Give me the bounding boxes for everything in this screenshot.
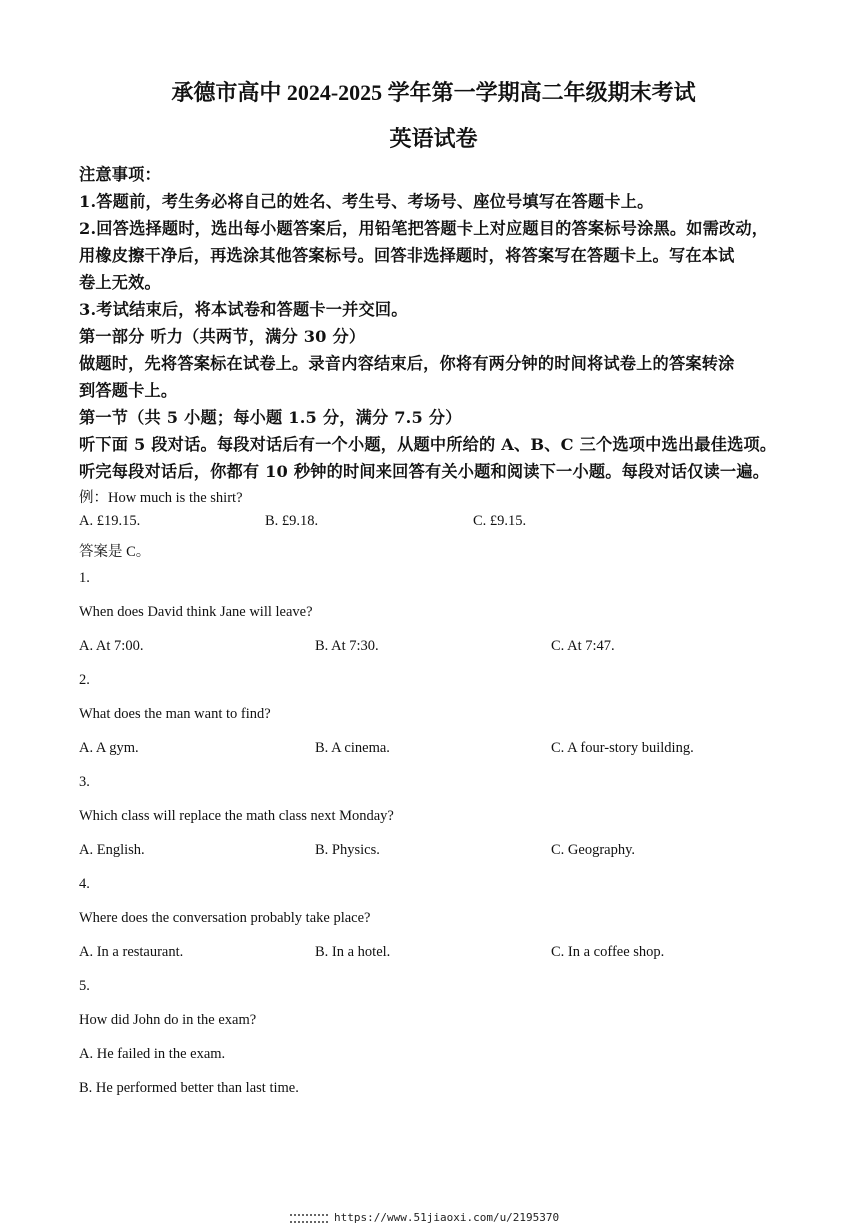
example-option-c: C. £9.15.: [473, 513, 527, 529]
notice-item-1: 1.答题前，考生务必将自己的姓名、考生号、考场号、座位号填写在答题卡上。: [79, 192, 654, 211]
question-number: 2.: [79, 672, 90, 688]
section1-desc-line-2: 听完每段对话后，你都有 10 秒钟的时间来回答有关小题和阅读下一小题。每段对话仅读一遍。: [79, 462, 770, 481]
question-option-b: B. At 7:30.: [315, 638, 379, 654]
question-option-a: A. English.: [79, 842, 145, 858]
question-number: 3.: [79, 774, 90, 790]
notice-heading: 注意事项：: [79, 165, 161, 184]
question-number: 4.: [79, 876, 90, 892]
question-text: Which class will replace the math class next Monday?: [79, 808, 394, 824]
part1-desc-line-2: 到答题卡上。: [79, 381, 178, 400]
question-option-c: C. At 7:47.: [551, 638, 615, 654]
question-option-a: A. A gym.: [79, 740, 139, 756]
question-text: When does David think Jane will leave?: [79, 604, 313, 620]
notice-item-2-line-1: 2.回答选择题时，选出每小题答案后，用铅笔把答题卡上对应题目的答案标号涂黑。如需改动，: [79, 219, 769, 238]
part1-heading: 第一部分 听力（共两节，满分 30 分）: [79, 327, 366, 346]
exam-subtitle: 英语试卷: [389, 126, 478, 151]
example-question: 例：How much is the shirt?: [79, 490, 243, 506]
question-option-b: B. A cinema.: [315, 740, 390, 756]
section1-heading: 第一节（共 5 小题；每小题 1.5 分，满分 7.5 分）: [79, 408, 462, 427]
question-option-a: A. In a restaurant.: [79, 944, 184, 960]
part1-desc-line-1: 做题时，先将答案标在试卷上。录音内容结束后，你将有两分钟的时间将试卷上的答案转涂: [79, 354, 735, 373]
question-option-b: B. In a hotel.: [315, 944, 391, 960]
question-text: How did John do in the exam?: [79, 1012, 257, 1028]
question-option-a: A. He failed in the exam.: [79, 1046, 226, 1062]
notice-item-3: 3.考试结束后，将本试卷和答题卡一并交回。: [79, 300, 408, 319]
question-number: 1.: [79, 570, 90, 586]
notice-item-2-line-3: 卷上无效。: [79, 273, 161, 292]
footer-watermark: [290, 1211, 559, 1224]
question-number: 5.: [79, 978, 90, 994]
exam-title: 承德市高中 2024-2025 学年第一学期高二年级期末考试: [171, 80, 696, 105]
question-text: Where does the conversation probably take place?: [79, 910, 371, 926]
question-option-a: A. At 7:00.: [79, 638, 144, 654]
question-option-b: B. Physics.: [315, 842, 380, 858]
question-text: What does the man want to find?: [79, 706, 271, 722]
notice-item-2-line-2: 用橡皮擦干净后，再选涂其他答案标号。回答非选择题时，将答案写在答题卡上。写在本试: [79, 246, 735, 265]
example-answer: 答案是 C。: [79, 544, 151, 560]
section1-desc-line-1: 听下面 5 段对话。每段对话后有一个小题，从题中所给的 A、B、C 三个选项中选出最佳选项。: [79, 435, 777, 454]
question-option-b: B. He performed better than last time.: [79, 1080, 299, 1096]
example-option-a: A. £19.15.: [79, 513, 141, 529]
example-option-b: B. £9.18.: [265, 513, 319, 529]
question-option-c: C. Geography.: [551, 842, 636, 858]
question-option-c: C. In a coffee shop.: [551, 944, 665, 960]
footer-url[interactable]: https://www.51jiaoxi.com/u/2195370: [334, 1211, 560, 1224]
question-option-c: C. A four-story building.: [551, 740, 694, 756]
watermark-logo-icon: [290, 1214, 328, 1223]
